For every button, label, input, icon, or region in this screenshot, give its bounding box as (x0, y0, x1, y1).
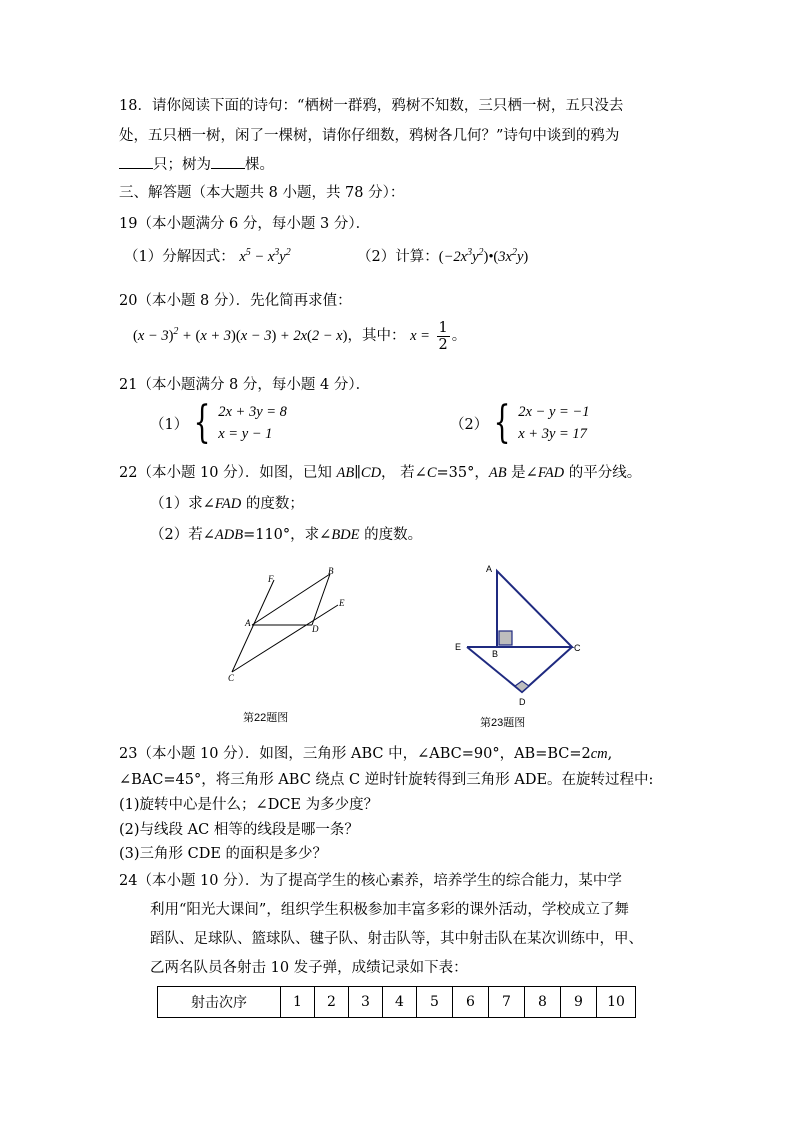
table-row (158, 987, 636, 1018)
table-cell: 8 (525, 987, 561, 1018)
table-cell: 5 (417, 987, 453, 1018)
point-label-b: B (492, 649, 499, 659)
table-cell: 10 (597, 987, 636, 1018)
q20-heading: 20（本小题 8 分）．先化简再求值： (119, 293, 352, 309)
q23-line1: 23（本小题 10 分）．如图，三角形 ABC 中，∠ABC=90°，AB=BC=2cm, (119, 746, 613, 762)
line-bd (312, 574, 330, 625)
point-label-a: A (245, 618, 251, 628)
point-label-e: E (339, 598, 345, 608)
q20-expression: $(x - 3)^2 + (x + 3)(x - 3) + 2x(2 - x)$，其中： x = $\frac{1}{2}$ 。 (133, 319, 467, 353)
q18-line3: 只；树为 棵。 (119, 154, 274, 175)
q24-line4: 乙两名队员各射击 10 发子弹，成绩记录如下表： (150, 960, 468, 976)
right-angle-mark-b (499, 631, 512, 645)
q23-line2: ∠BAC=45°，将三角形 ABC 绕点 C 逆时针旋转得到三角形 ADE。在旋转过程中: (119, 772, 654, 788)
q23-sub1: (1)旋转中心是什么；∠DCE 为多少度？ (119, 797, 379, 813)
q22-sub2: （2）若∠ADB=110°，求∠BDE 的度数。 (150, 527, 423, 543)
point-label-a: A (486, 564, 493, 574)
point-label-c: C (574, 643, 581, 653)
figure-22 (220, 562, 360, 688)
point-label-f: F (268, 574, 274, 584)
right-angle-mark-d (515, 681, 529, 692)
point-label-e: E (455, 642, 462, 652)
table-cell: 9 (561, 987, 597, 1018)
q18-line2: 处，五只栖一树，闲了一棵树，请你仔细数，鸦树各几何？”诗句中谈到的鸦为 (119, 128, 620, 144)
q22-heading: 22（本小题 10 分）．如图，已知 AB∥CD， 若∠C=35°，AB 是∠FAD 的平分线。 (119, 465, 642, 481)
q24-line2: 利用“阳光大课间”，组织学生积极参加丰富多彩的课外活动，学校成立了舞 (150, 902, 629, 918)
shooting-score-table (157, 986, 636, 1018)
brace: { (193, 397, 211, 448)
point-label-d: D (312, 624, 319, 634)
fraction-one-half: $\frac{1}{2}$ (438, 319, 448, 353)
q21-eq1b: x = y − 1 (218, 426, 273, 442)
q22-sub1: （1）求∠FAD 的度数； (150, 496, 304, 512)
q21-eq2a: 2x − y = −1 (518, 404, 590, 420)
table-cell: 2 (315, 987, 349, 1018)
figure-22-caption: 第22题图 (243, 712, 289, 724)
answer-blank-crows[interactable] (119, 154, 153, 169)
table-header-cell: 射击次序 (158, 987, 281, 1018)
q19-expr2: $(-2x^3y^2)•(3x^2y)$ (438, 247, 529, 265)
table-cell: 1 (281, 987, 315, 1018)
table-cell: 3 (349, 987, 383, 1018)
answer-blank-trees[interactable] (211, 154, 245, 169)
point-label-c: C (228, 673, 235, 683)
brace: { (493, 397, 511, 448)
q24-line3: 蹈队、足球队、篮球队、毽子队、射击队等，其中射击队在某次训练中，甲、 (150, 931, 643, 947)
q19-part2: （2）计算：$(-2x^3y^2)•(3x^2y)$ (357, 247, 529, 265)
q19-expr1: $x^5 - x^3y^2$ (239, 247, 291, 265)
q23-sub2: (2)与线段 AC 相等的线段是哪一条？ (119, 822, 359, 838)
line-ce (232, 605, 338, 672)
table-cell: 7 (489, 987, 525, 1018)
q21-eq2b: x + 3y = 17 (518, 426, 587, 442)
q21-eq1a: 2x + 3y = 8 (218, 404, 287, 420)
q23-sub3: (3)三角形 CDE 的面积是多少？ (119, 846, 328, 862)
table-cell: 6 (453, 987, 489, 1018)
q24-line1: 24（本小题 10 分）．为了提高学生的核心素养，培养学生的综合能力，某中学 (119, 873, 622, 889)
point-label-b: B (328, 566, 334, 576)
section-3-heading: 三、解答题（本大题共 8 小题，共 78 分）： (119, 185, 405, 201)
q19-part1: （1）分解因式： $x^5 - x^3y^2$ (124, 247, 291, 265)
q21-heading: 21（本小题满分 8 分，每小题 4 分）． (119, 377, 371, 393)
q21-system1: （1） { 2x + 3y = 8 x = y − 1 (150, 397, 287, 448)
figure-23-caption: 第23题图 (480, 717, 526, 729)
q21-system2: （2） { 2x − y = −1 x + 3y = 17 (450, 397, 590, 448)
q18-line1: 18．请你阅读下面的诗句：“栖树一群鸦，鸦树不知数，三只栖一树，五只没去 (119, 98, 624, 114)
point-label-d: D (519, 697, 526, 707)
q19-heading: 19（本小题满分 6 分，每小题 3 分）． (119, 216, 371, 232)
table-cell: 4 (383, 987, 417, 1018)
figure-23 (452, 560, 592, 708)
